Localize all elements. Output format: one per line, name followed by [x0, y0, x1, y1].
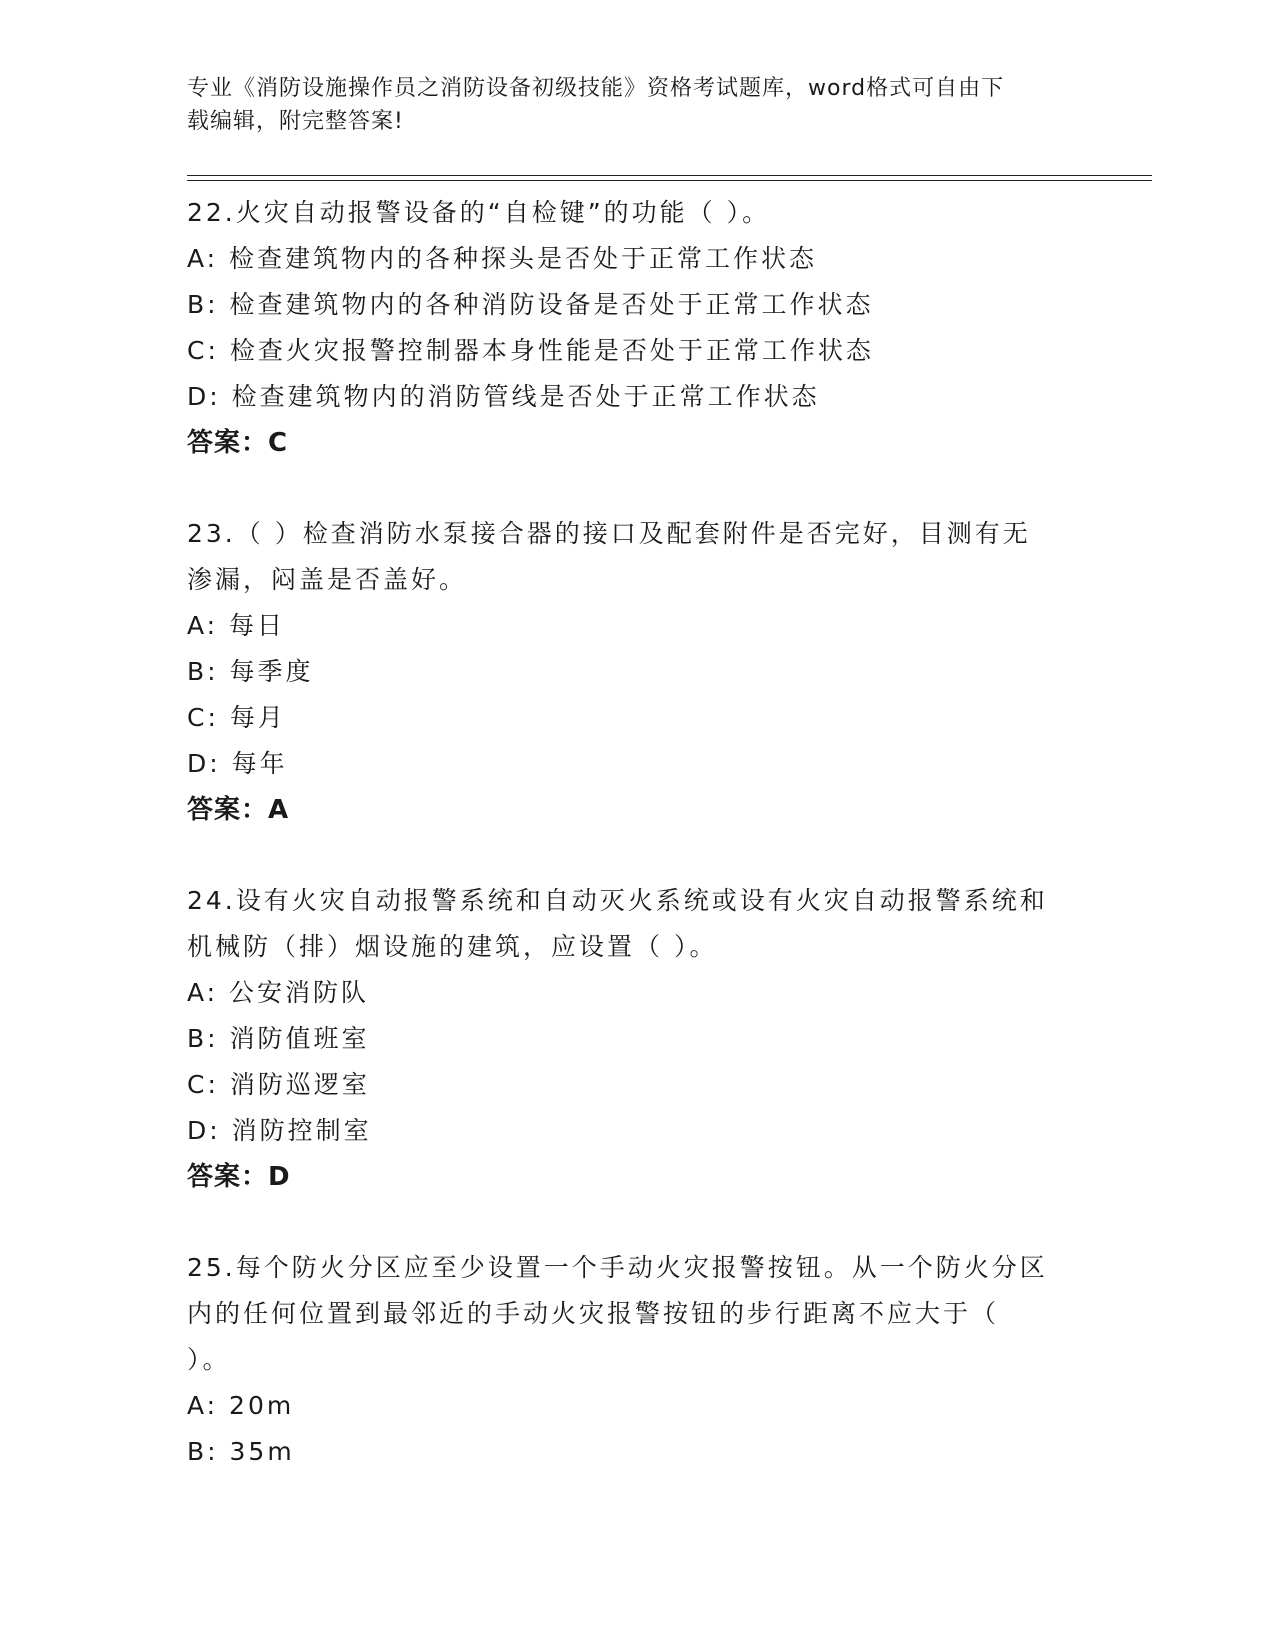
option-a: A: 20m: [187, 1391, 295, 1420]
answer-label: 答案：D: [187, 1162, 291, 1192]
question-25: [187, 1245, 1087, 1475]
header-line-2: 载编辑，附完整答案!: [187, 109, 404, 134]
answer-label: 答案：C: [187, 428, 289, 458]
option-d: D: 检查建筑物内的消防管线是否处于正常工作状态: [187, 382, 820, 411]
option-a: A: 公安消防队: [187, 978, 370, 1007]
option-d: D: 每年: [187, 749, 288, 778]
question-stem: 22.火灾自动报警设备的“自检键”的功能（ ）。: [187, 198, 771, 227]
header-divider-top: [187, 175, 1152, 176]
question-24: [187, 878, 1087, 1200]
option-b: B: 35m: [187, 1437, 295, 1466]
header-divider-bottom: [187, 180, 1152, 181]
question-23: [187, 511, 1087, 833]
question-stem: 24.设有火灾自动报警系统和自动灭火系统或设有火灾自动报警系统和: [187, 886, 1048, 915]
header-line-1: 专业《消防设施操作员之消防设备初级技能》资格考试题库，word格式可自由下: [187, 76, 1005, 101]
question-stem: 机械防（排）烟设施的建筑，应设置（ ）。: [187, 932, 718, 961]
option-c: C: 消防巡逻室: [187, 1070, 370, 1099]
question-stem: 23.（ ）检查消防水泵接合器的接口及配套附件是否完好，目测有无: [187, 519, 1031, 548]
question-stem: 内的任何位置到最邻近的手动火灾报警按钮的步行距离不应大于（: [187, 1299, 1000, 1328]
option-b: B: 消防值班室: [187, 1024, 370, 1053]
option-c: C: 检查火灾报警控制器本身性能是否处于正常工作状态: [187, 336, 874, 365]
document-header: [187, 72, 1087, 138]
option-a: A: 每日: [187, 611, 286, 640]
question-stem: 渗漏，闷盖是否盖好。: [187, 565, 468, 594]
answer-label: 答案：A: [187, 795, 290, 825]
option-b: B: 检查建筑物内的各种消防设备是否处于正常工作状态: [187, 290, 874, 319]
question-stem: ）。: [187, 1345, 231, 1374]
option-a: A: 检查建筑物内的各种探头是否处于正常工作状态: [187, 244, 818, 273]
option-d: D: 消防控制室: [187, 1116, 372, 1145]
question-list: [187, 190, 1087, 1475]
question-stem: 25.每个防火分区应至少设置一个手动火灾报警按钮。从一个防火分区: [187, 1253, 1048, 1282]
option-c: C: 每月: [187, 703, 286, 732]
option-b: B: 每季度: [187, 657, 314, 686]
question-22: [187, 190, 1087, 466]
